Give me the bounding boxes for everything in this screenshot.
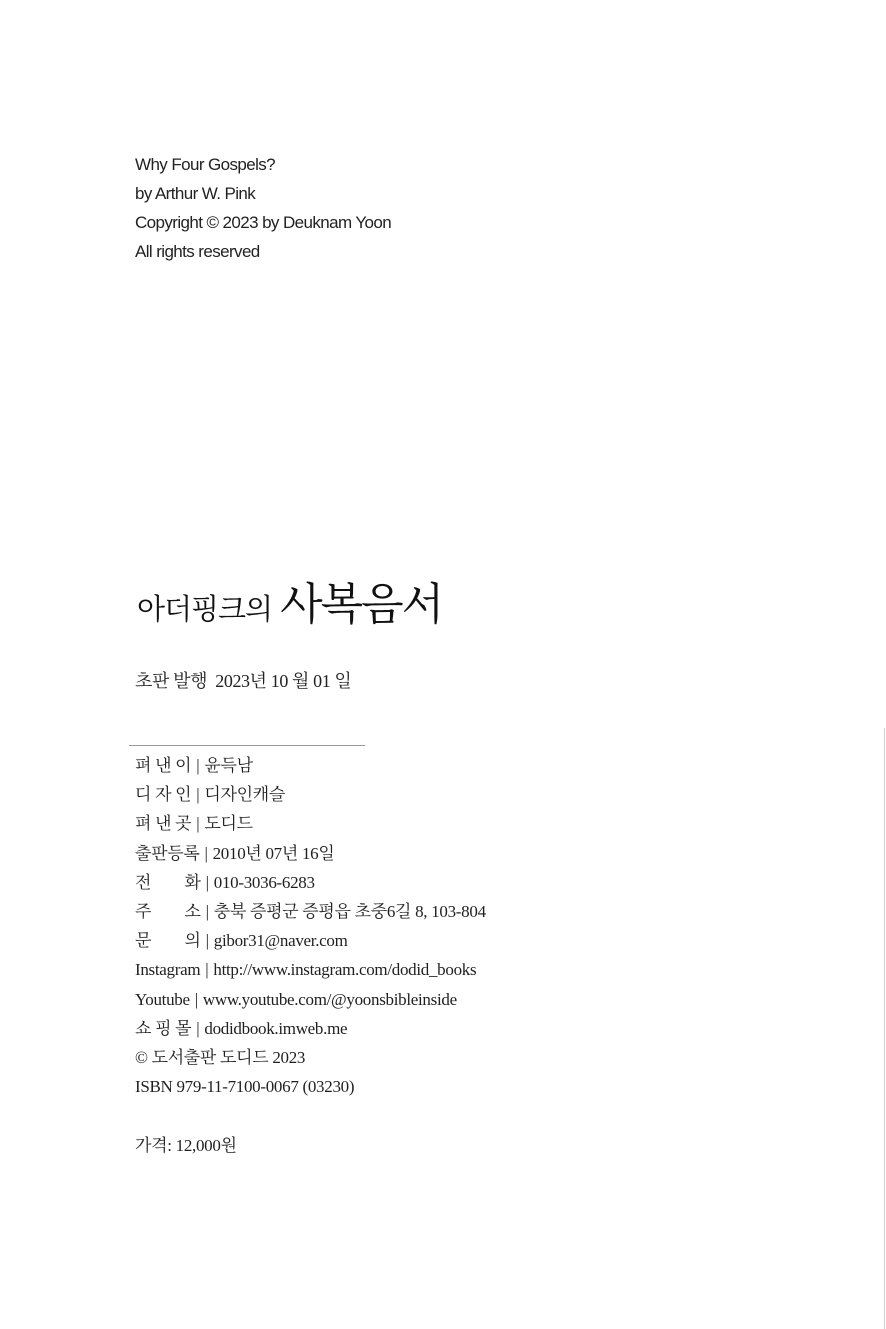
info-value: 2010년 07년 16일 (212, 843, 335, 863)
info-separator: | (205, 931, 209, 951)
info-row-registration (135, 839, 486, 868)
info-value: gibor31@naver.com (213, 931, 348, 951)
info-separator: | (205, 872, 209, 892)
info-row-design (135, 780, 486, 809)
info-value: http://www.instagram.com/dodid_books (213, 960, 477, 980)
publisher-copyright: © 도서출판 도디드 2023 (135, 1048, 306, 1068)
info-value: dodidbook.imweb.me (204, 1018, 348, 1038)
info-separator: | (196, 756, 200, 775)
info-value: 충북 증평군 증평읍 초중6길 8, 103-804 (213, 902, 486, 922)
info-value: 윤득남 (204, 756, 253, 775)
info-label: 출판등록 (135, 843, 200, 863)
info-row-instagram (135, 955, 486, 984)
info-label: 주 소 (135, 902, 201, 922)
info-label: Youtube (135, 989, 190, 1009)
info-row-publisher (135, 809, 486, 838)
info-label: 쇼 핑 몰 (135, 1018, 192, 1038)
english-copyright-block (135, 150, 391, 266)
info-value: 디자인캐슬 (204, 785, 286, 805)
copyright-line: Copyright © 2023 by Deuknam Yoon (135, 213, 392, 232)
info-separator: | (204, 843, 208, 863)
info-separator: | (196, 1018, 200, 1038)
info-label: 펴 낸 이 (135, 756, 192, 775)
info-separator: | (205, 960, 209, 980)
publish-date: 초판 발행 2023년 10 월 01 일 (135, 671, 352, 691)
info-separator: | (196, 814, 200, 834)
info-value: 도디드 (204, 814, 253, 834)
price: 가격: 12,000원 (135, 1136, 237, 1155)
info-row-youtube (135, 985, 486, 1014)
info-label: 문 의 (135, 931, 201, 951)
info-row-phone (135, 868, 486, 897)
info-row-publisher-person (135, 751, 486, 780)
info-separator: | (205, 902, 209, 922)
isbn: ISBN 979-11-7100-0067 (03230) (135, 1077, 355, 1097)
info-value: www.youtube.com/@yoonsbibleinside (202, 989, 457, 1009)
book-title-main: 사복음서 (280, 579, 443, 630)
book-title-prefix: 아더핑크의 (137, 592, 273, 626)
info-value: 010-3036-6283 (213, 872, 315, 892)
book-title (137, 568, 442, 632)
publication-info (135, 751, 486, 1101)
info-label: 전 화 (135, 872, 201, 892)
info-label: Instagram (135, 960, 201, 980)
info-separator: | (194, 989, 198, 1009)
info-row-contact (135, 926, 486, 955)
info-label: 펴 낸 곳 (135, 814, 192, 834)
rights-line: All rights reserved (135, 242, 260, 261)
info-row-address (135, 897, 486, 926)
english-author: by Arthur W. Pink (135, 184, 256, 203)
info-row-shop (135, 1014, 486, 1043)
english-title: Why Four Gospels? (135, 155, 276, 174)
info-separator: | (196, 785, 200, 805)
page-edge-line (884, 728, 885, 1329)
info-label: 디 자 인 (135, 785, 192, 805)
divider-line (129, 745, 365, 746)
